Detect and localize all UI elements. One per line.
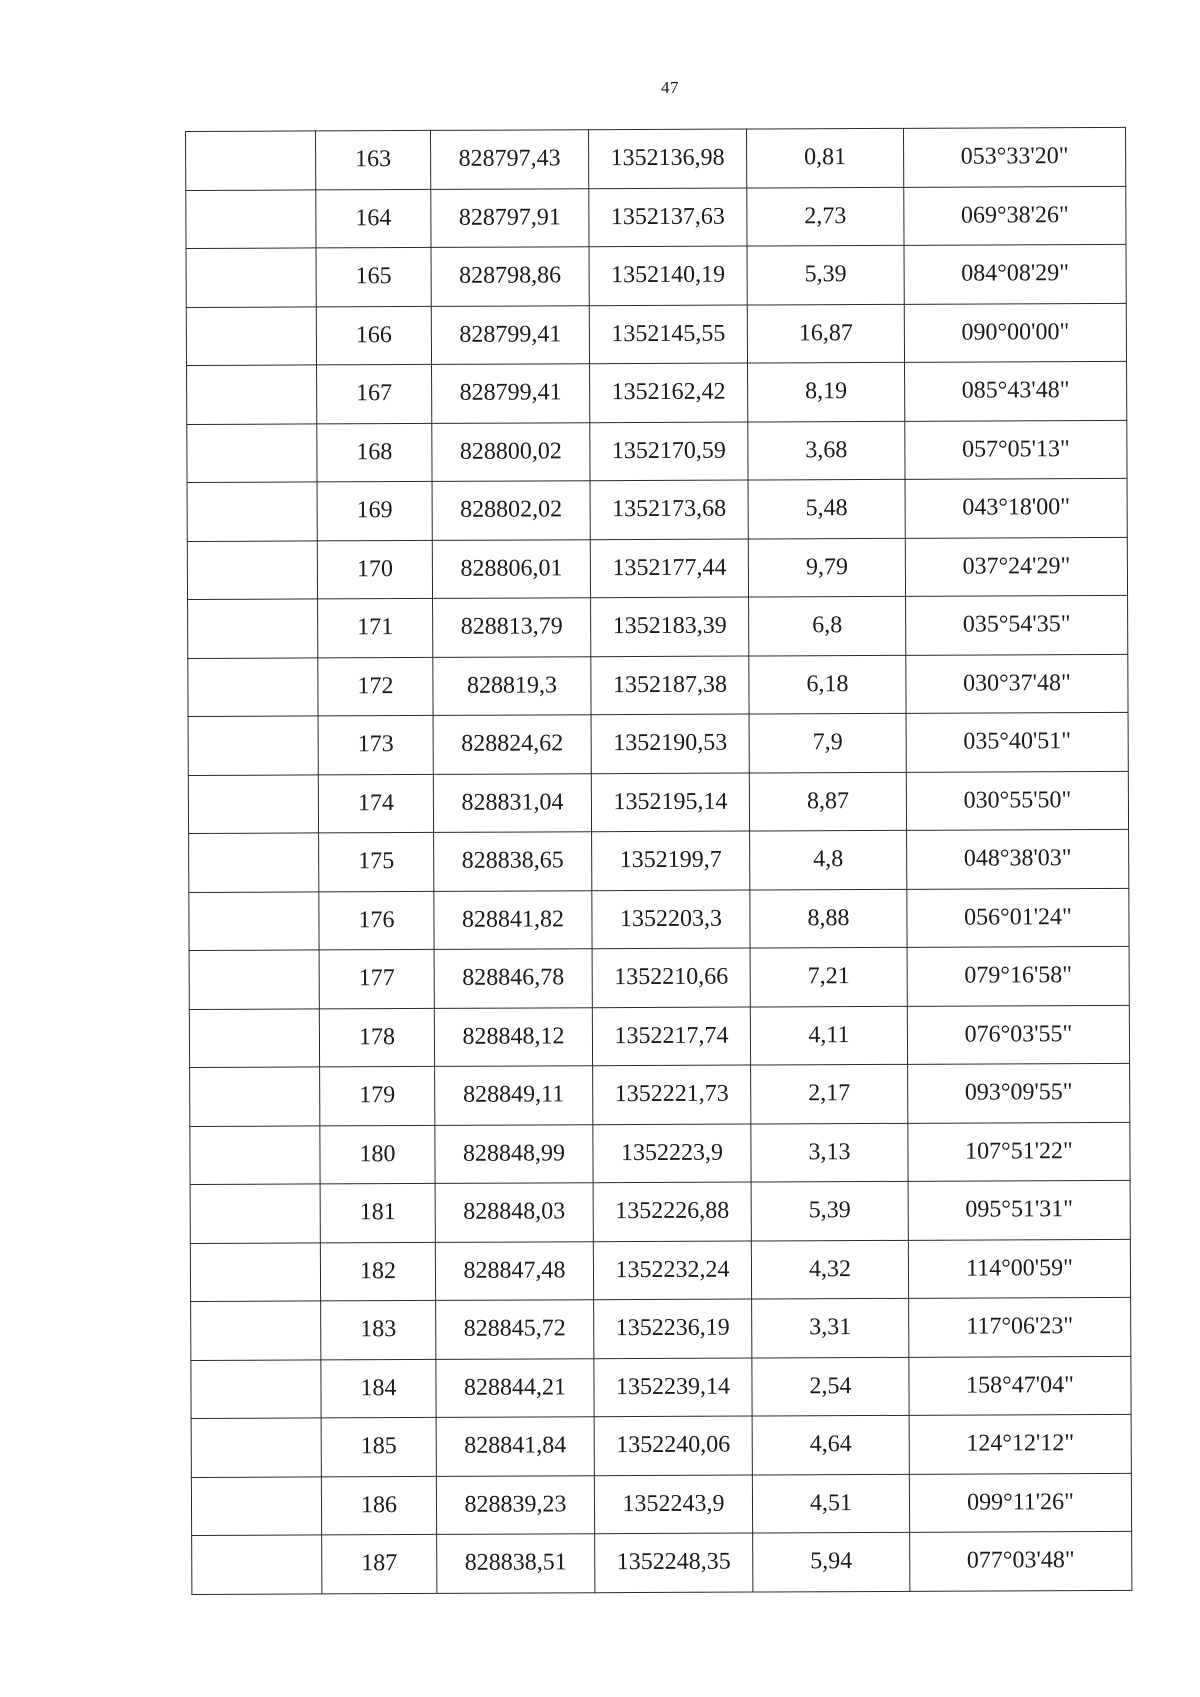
y-coordinate-cell: 1352239,14 — [594, 1358, 752, 1417]
direction-angle-cell: 093°09'55" — [908, 1063, 1130, 1122]
direction-angle-cell: 077°03'48" — [910, 1531, 1132, 1590]
distance-cell: 8,87 — [749, 772, 906, 831]
distance-cell: 7,9 — [749, 713, 906, 772]
x-coordinate-cell: 828819,3 — [433, 656, 591, 715]
direction-angle-cell: 056°01'24" — [907, 888, 1129, 947]
empty-cell — [189, 950, 319, 1009]
direction-angle-cell: 035°54'35" — [906, 595, 1128, 654]
distance-cell: 7,21 — [750, 947, 907, 1006]
coordinates-table — [185, 127, 1132, 1595]
empty-cell — [186, 306, 316, 365]
distance-cell: 16,87 — [747, 304, 904, 363]
distance-cell: 4,64 — [752, 1415, 909, 1474]
point-number-cell: 187 — [322, 1534, 437, 1593]
direction-angle-cell: 043°18'00" — [905, 478, 1127, 537]
point-number-cell: 176 — [319, 891, 434, 950]
x-coordinate-cell: 828848,12 — [434, 1007, 592, 1066]
x-coordinate-cell: 828845,72 — [436, 1300, 594, 1359]
table-row — [189, 1005, 1129, 1068]
x-coordinate-cell: 828846,78 — [434, 949, 592, 1008]
y-coordinate-cell: 1352240,06 — [594, 1416, 752, 1475]
distance-cell: 4,51 — [752, 1474, 909, 1533]
direction-angle-cell: 037°24'29" — [905, 537, 1127, 596]
distance-cell: 2,73 — [747, 187, 904, 246]
point-number-cell: 175 — [319, 832, 434, 891]
empty-cell — [188, 774, 318, 833]
y-coordinate-cell: 1352195,14 — [591, 773, 749, 832]
x-coordinate-cell: 828841,84 — [436, 1417, 594, 1476]
direction-angle-cell: 069°38'26" — [904, 186, 1126, 245]
empty-cell — [186, 131, 316, 190]
x-coordinate-cell: 828841,82 — [434, 890, 592, 949]
y-coordinate-cell: 1352183,39 — [591, 597, 749, 656]
table-row — [189, 946, 1129, 1009]
distance-cell: 8,88 — [750, 889, 907, 948]
table-row — [190, 1063, 1130, 1126]
y-coordinate-cell: 1352221,73 — [593, 1065, 751, 1124]
table-row — [191, 1414, 1131, 1477]
x-coordinate-cell: 828844,21 — [436, 1358, 594, 1417]
table-row — [190, 1122, 1130, 1185]
table-row — [186, 186, 1126, 249]
empty-cell — [191, 1418, 321, 1477]
empty-cell — [190, 1067, 320, 1126]
point-number-cell: 169 — [317, 481, 432, 540]
y-coordinate-cell: 1352248,35 — [595, 1533, 753, 1592]
y-coordinate-cell: 1352177,44 — [590, 539, 748, 598]
distance-cell: 3,31 — [752, 1298, 909, 1357]
table-row — [187, 420, 1127, 483]
x-coordinate-cell: 828824,62 — [433, 715, 591, 774]
x-coordinate-cell: 828847,48 — [435, 1241, 593, 1300]
empty-cell — [191, 1476, 321, 1535]
x-coordinate-cell: 828848,03 — [435, 1183, 593, 1242]
x-coordinate-cell: 828799,41 — [432, 364, 590, 423]
table-row — [190, 1239, 1130, 1302]
table-row — [189, 888, 1129, 951]
y-coordinate-cell: 1352187,38 — [591, 656, 749, 715]
y-coordinate-cell: 1352199,7 — [592, 831, 750, 890]
empty-cell — [186, 189, 316, 248]
direction-angle-cell: 124°12'12" — [909, 1414, 1131, 1473]
y-coordinate-cell: 1352140,19 — [589, 246, 747, 305]
table-row — [186, 303, 1126, 366]
point-number-cell: 171 — [318, 598, 433, 657]
distance-cell: 6,8 — [749, 596, 906, 655]
point-number-cell: 163 — [316, 130, 431, 189]
direction-angle-cell: 085°43'48" — [905, 361, 1127, 420]
y-coordinate-cell: 1352173,68 — [590, 480, 748, 539]
table-row — [186, 127, 1126, 190]
distance-cell: 4,8 — [750, 830, 907, 889]
distance-cell: 4,11 — [750, 1006, 907, 1065]
point-number-cell: 167 — [317, 364, 432, 423]
direction-angle-cell: 035°40'51" — [906, 712, 1128, 771]
distance-cell: 2,54 — [752, 1357, 909, 1416]
direction-angle-cell: 099°11'26" — [909, 1473, 1131, 1532]
y-coordinate-cell: 1352236,19 — [594, 1299, 752, 1358]
distance-cell: 3,68 — [748, 421, 905, 480]
direction-angle-cell: 048°38'03" — [907, 829, 1129, 888]
y-coordinate-cell: 1352190,53 — [591, 714, 749, 773]
point-number-cell: 183 — [321, 1300, 436, 1359]
empty-cell — [187, 482, 317, 541]
y-coordinate-cell: 1352217,74 — [592, 1007, 750, 1066]
distance-cell: 2,17 — [751, 1064, 908, 1123]
x-coordinate-cell: 828797,43 — [430, 130, 588, 189]
direction-angle-cell: 057°05'13" — [905, 420, 1127, 479]
direction-angle-cell: 079°16'58" — [907, 946, 1129, 1005]
point-number-cell: 177 — [319, 949, 434, 1008]
point-number-cell: 184 — [321, 1359, 436, 1418]
empty-cell — [189, 833, 319, 892]
point-number-cell: 174 — [318, 774, 433, 833]
distance-cell: 3,13 — [751, 1123, 908, 1182]
x-coordinate-cell: 828849,11 — [435, 1066, 593, 1125]
y-coordinate-cell: 1352203,3 — [592, 890, 750, 949]
table-row — [187, 361, 1127, 424]
direction-angle-cell: 114°00'59" — [908, 1239, 1130, 1298]
table-row — [188, 654, 1128, 717]
point-number-cell: 178 — [319, 1008, 434, 1067]
x-coordinate-cell: 828838,65 — [434, 832, 592, 891]
distance-cell: 4,32 — [751, 1240, 908, 1299]
point-number-cell: 180 — [320, 1125, 435, 1184]
empty-cell — [188, 716, 318, 775]
table-row — [189, 829, 1129, 892]
point-number-cell: 164 — [316, 189, 431, 248]
distance-cell: 5,94 — [753, 1532, 910, 1591]
distance-cell: 5,48 — [748, 479, 905, 538]
table-row — [187, 478, 1127, 541]
x-coordinate-cell: 828813,79 — [433, 598, 591, 657]
empty-cell — [188, 599, 318, 658]
x-coordinate-cell: 828848,99 — [435, 1124, 593, 1183]
y-coordinate-cell: 1352162,42 — [590, 363, 748, 422]
x-coordinate-cell: 828800,02 — [432, 422, 590, 481]
table-row — [188, 712, 1128, 775]
direction-angle-cell: 030°55'50" — [906, 771, 1128, 830]
empty-cell — [189, 1008, 319, 1067]
point-number-cell: 172 — [318, 657, 433, 716]
table-row — [192, 1531, 1132, 1594]
point-number-cell: 179 — [320, 1066, 435, 1125]
table-row — [188, 595, 1128, 658]
x-coordinate-cell: 828806,01 — [432, 539, 590, 598]
empty-cell — [187, 540, 317, 599]
empty-cell — [187, 423, 317, 482]
point-number-cell: 170 — [317, 540, 432, 599]
y-coordinate-cell: 1352243,9 — [594, 1475, 752, 1534]
empty-cell — [191, 1301, 321, 1360]
distance-cell: 9,79 — [748, 538, 905, 597]
direction-angle-cell: 030°37'48" — [906, 654, 1128, 713]
x-coordinate-cell: 828798,86 — [431, 247, 589, 306]
y-coordinate-cell: 1352223,9 — [593, 1124, 751, 1183]
x-coordinate-cell: 828802,02 — [432, 481, 590, 540]
table-row — [190, 1180, 1130, 1243]
table-row — [186, 244, 1126, 307]
y-coordinate-cell: 1352137,63 — [589, 188, 747, 247]
y-coordinate-cell: 1352226,88 — [593, 1182, 751, 1241]
y-coordinate-cell: 1352145,55 — [589, 305, 747, 364]
empty-cell — [190, 1184, 320, 1243]
point-number-cell: 181 — [320, 1183, 435, 1242]
y-coordinate-cell: 1352232,24 — [593, 1241, 751, 1300]
point-number-cell: 173 — [318, 715, 433, 774]
direction-angle-cell: 076°03'55" — [907, 1005, 1129, 1064]
direction-angle-cell: 107°51'22" — [908, 1122, 1130, 1181]
table-row — [188, 771, 1128, 834]
direction-angle-cell: 117°06'23" — [909, 1297, 1131, 1356]
point-number-cell: 166 — [316, 306, 431, 365]
table-row — [191, 1473, 1131, 1536]
empty-cell — [186, 248, 316, 307]
empty-cell — [189, 891, 319, 950]
point-number-cell: 168 — [317, 423, 432, 482]
direction-angle-cell: 158°47'04" — [909, 1356, 1131, 1415]
coordinates-table-wrapper — [185, 127, 1131, 1595]
table-row — [191, 1297, 1131, 1360]
direction-angle-cell: 090°00'00" — [904, 303, 1126, 362]
coordinates-table-body — [186, 127, 1132, 1594]
direction-angle-cell: 095°51'31" — [908, 1180, 1130, 1239]
empty-cell — [191, 1359, 321, 1418]
page-number: 47 — [661, 78, 679, 97]
table-row — [191, 1356, 1131, 1419]
point-number-cell: 165 — [316, 247, 431, 306]
empty-cell — [192, 1535, 322, 1594]
empty-cell — [187, 365, 317, 424]
distance-cell: 0,81 — [746, 128, 903, 187]
point-number-cell: 186 — [321, 1476, 436, 1535]
distance-cell: 5,39 — [751, 1181, 908, 1240]
direction-angle-cell: 084°08'29" — [904, 244, 1126, 303]
direction-angle-cell: 053°33'20" — [903, 127, 1125, 186]
x-coordinate-cell: 828797,91 — [431, 188, 589, 247]
y-coordinate-cell: 1352210,66 — [592, 948, 750, 1007]
y-coordinate-cell: 1352170,59 — [590, 422, 748, 481]
empty-cell — [188, 657, 318, 716]
empty-cell — [190, 1242, 320, 1301]
distance-cell: 6,18 — [749, 655, 906, 714]
y-coordinate-cell: 1352136,98 — [588, 129, 746, 188]
point-number-cell: 185 — [321, 1417, 436, 1476]
empty-cell — [190, 1125, 320, 1184]
x-coordinate-cell: 828838,51 — [437, 1534, 595, 1593]
point-number-cell: 182 — [320, 1242, 435, 1301]
x-coordinate-cell: 828831,04 — [433, 773, 591, 832]
distance-cell: 5,39 — [747, 245, 904, 304]
x-coordinate-cell: 828839,23 — [436, 1475, 594, 1534]
x-coordinate-cell: 828799,41 — [431, 305, 589, 364]
distance-cell: 8,19 — [748, 362, 905, 421]
table-row — [187, 537, 1127, 600]
